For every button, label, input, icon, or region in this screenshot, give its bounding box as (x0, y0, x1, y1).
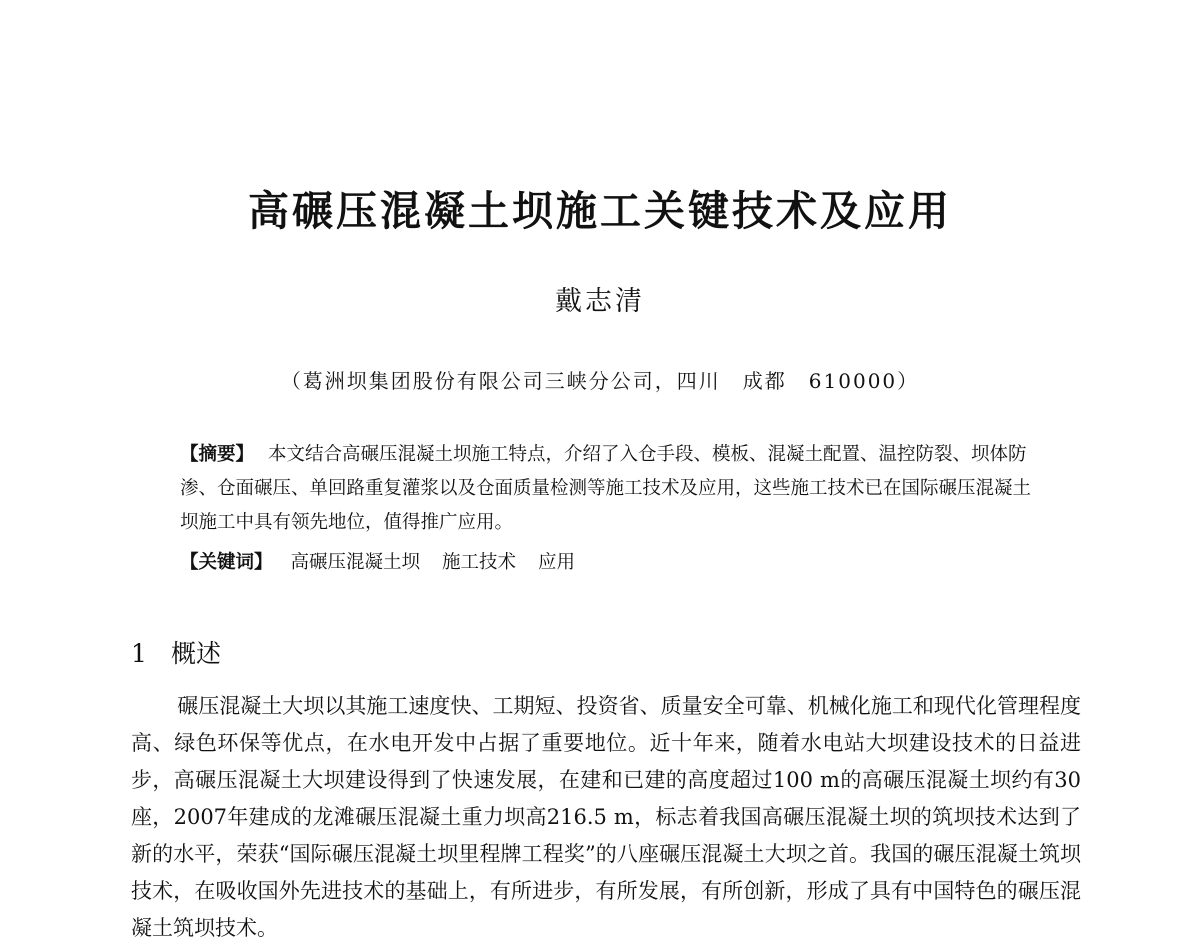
abstract-label: 【摘要】 (180, 444, 255, 465)
keywords (180, 546, 1040, 580)
section-title: 概述 (171, 639, 222, 668)
section-number: 1 (131, 639, 147, 668)
keyword: 应用 (538, 552, 576, 573)
author-affiliation: （葛洲坝集团股份有限公司三峡分公司，四川 成都 610000） (280, 369, 920, 393)
abstract-text: 本文结合高碾压混凝土坝施工特点，介绍了入仓手段、模板、混凝土配置、温控防裂、坝体防渗、仓面碾压、单回路重复灌浆以及仓面质量检测等施工技术及应用，这些施工技术已在国际碾压混凝土坝施工中具有领先地位，值得推广应用。 (180, 444, 1032, 533)
keyword: 施工技术 (442, 552, 517, 573)
section-heading (131, 634, 221, 674)
keyword: 高碾压混凝土坝 (290, 552, 421, 573)
abstract (180, 438, 1040, 540)
body-paragraph: 碾压混凝土大坝以其施工速度快、工期短、投资省、质量安全可靠、机械化施工和现代化管理程度高、绿色环保等优点，在水电开发中占据了重要地位。近十年来，随着水电站大坝建设技术的日益进步，高碾压混凝土大坝建设得到了快速发展，在建和已建的高度超过100 m的高碾压混凝土坝约有30座，2007年建成的龙滩碾压混凝土重力坝高216.5 m，标志着我国高碾压混凝土坝的筑坝技术达到了新的水平，荣获“国际碾压混凝土坝里程牌工程奖”的八座碾压混凝土大坝之首。我国的碾压混凝土筑坝技术，在吸收国外先进技术的基础上，有所进步，有所发展，有所创新，形成了具有中国特色的碾压混凝土筑坝技术。 (131, 694, 1081, 940)
author-name: 戴志清 (555, 286, 645, 317)
keywords-label: 【关键词】 (180, 552, 273, 573)
paper-title: 高碾压混凝土坝施工关键技术及应用 (248, 187, 952, 235)
